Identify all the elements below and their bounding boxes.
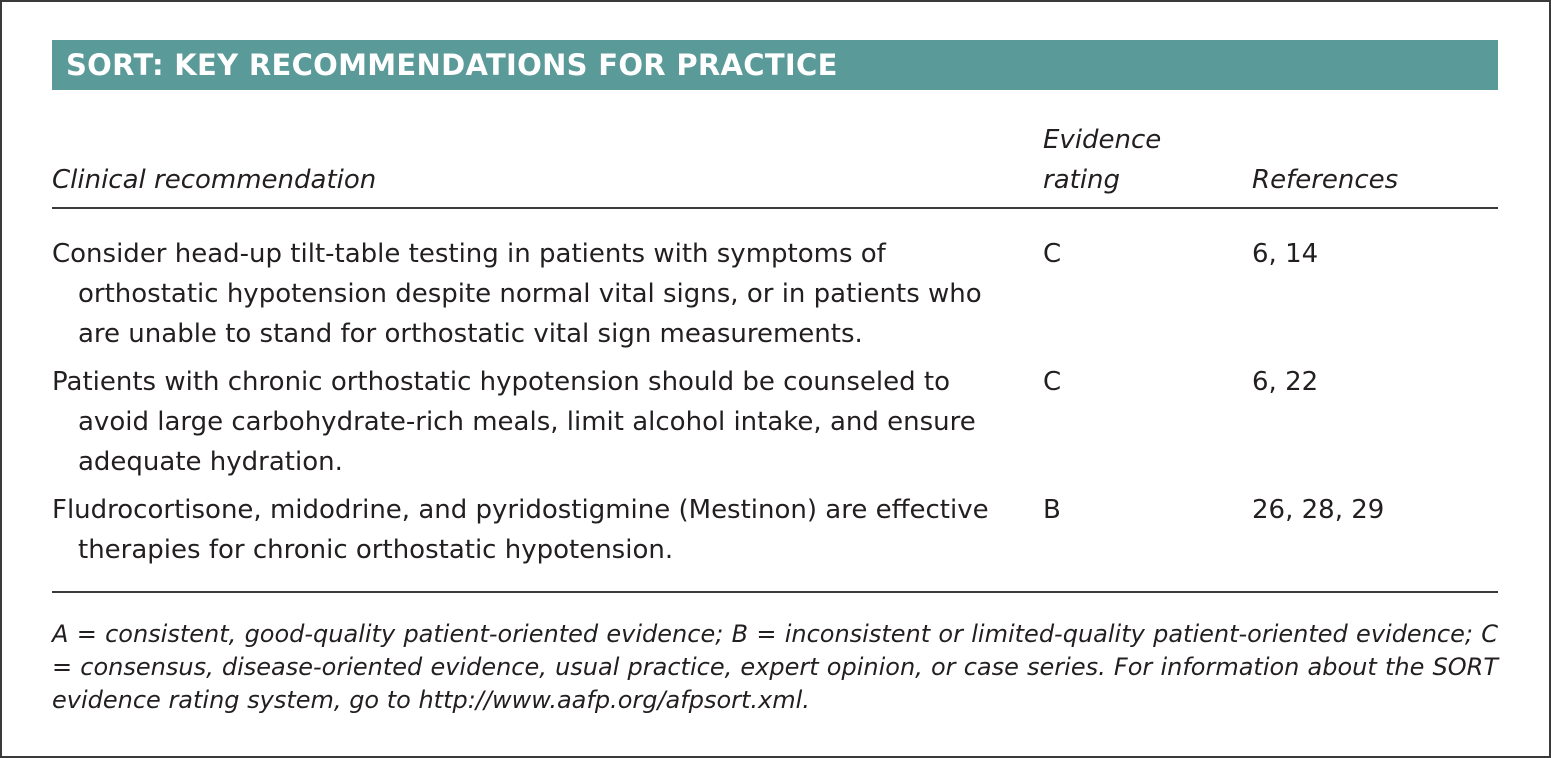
column-header-references: References [1252,165,1399,195]
recommendation-text: Consider head-up tilt-table testing in patients with symptoms of orthostatic hypotension despite normal vital signs, or in patients who are unable to stand for orthostatic vital sign measurements. [52,239,982,349]
header-rule [52,207,1498,209]
column-header-evidence [1043,120,1161,200]
recommendation-text: Fludrocortisone, midodrine, and pyridostigmine (Mestinon) are effective therapies for chronic orthostatic hypotension. [52,495,989,565]
title-bar [52,40,1498,90]
evidence-header-line2: rating [1043,165,1121,195]
evidence-rating: C [1043,239,1062,269]
evidence-header-line1: Evidence [1043,125,1162,155]
recommendation-text: Patients with chronic orthostatic hypotension should be counseled to avoid large carbohydrate-rich meals, limit alcohol intake, and ensure adequate hydration. [52,367,976,477]
references: 6, 22 [1252,367,1319,397]
footnote: A = consistent, good-quality patient-oriented evidence; B = inconsistent or limited-quality patient-oriented evidence; C = consensus, disease-oriented evidence, usual practice, expert opinion, or case series. For information about the SORT evidence rating system, go to http://www.aafp.org/afpsort.xml. [52,620,1498,714]
evidence-rating: B [1043,495,1061,525]
references: 26, 28, 29 [1252,495,1385,525]
bottom-rule [52,591,1498,593]
table-title: SORT: KEY RECOMMENDATIONS FOR PRACTICE [66,48,838,82]
references: 6, 14 [1252,239,1319,269]
evidence-rating: C [1043,367,1062,397]
column-header-recommendation: Clinical recommendation [52,165,377,195]
